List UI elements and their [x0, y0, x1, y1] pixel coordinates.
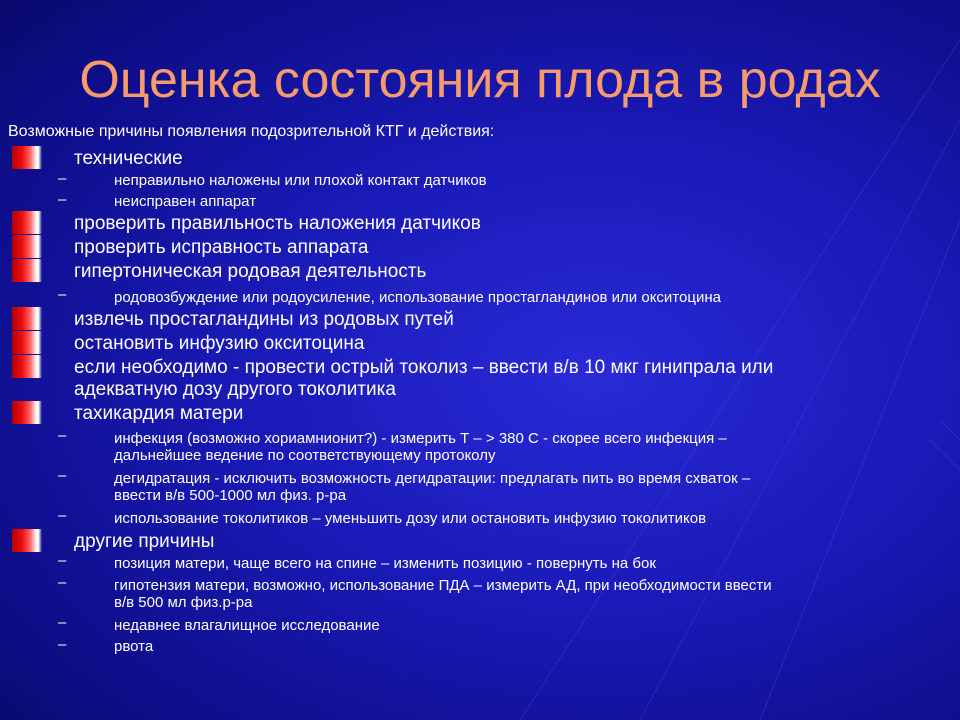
subitem-vomiting: рвота — [114, 638, 154, 655]
dash-marker: – — [58, 552, 67, 569]
list-item-remove-prostaglandins: извлечь простагландины из родовых путей — [74, 309, 454, 330]
list-item-check-sensors: проверить правильность наложения датчиков — [74, 213, 481, 234]
list-item-maternal-tachycardia: тахикардия матери — [74, 403, 244, 424]
dash-marker: – — [58, 286, 67, 303]
dash-marker: – — [58, 170, 67, 187]
dash-marker: – — [58, 191, 67, 208]
bullet-marker — [12, 401, 42, 424]
subitem-labor-induction: родовозбуждение или родоусиление, использование простагландинов или окситоцина — [114, 289, 721, 306]
subitem-dehydration-cont: ввести в/в 500-1000 мл физ. р-ра — [114, 487, 347, 504]
list-item-hypertonic-labor: гипертоническая родовая деятельность — [74, 261, 427, 282]
subitem-device-faulty: неисправен аппарат — [114, 193, 257, 210]
subitem-infection-cont: дальнейшее ведение по соответствующему протоколу — [114, 447, 496, 464]
intro-text: Возможные причины появления подозрительной КТГ и действия: — [8, 123, 495, 140]
bullet-marker — [12, 307, 42, 330]
subitem-bad-sensor-contact: неправильно наложены или плохой контакт датчиков — [114, 172, 487, 189]
subitem-hypotension-cont: в/в 500 мл физ.р-ра — [114, 594, 253, 611]
bullet-marker — [12, 355, 42, 378]
list-item-stop-oxytocin: остановить инфузию окситоцина — [74, 333, 365, 354]
dash-marker: – — [58, 614, 67, 631]
bullet-marker — [12, 259, 42, 282]
subitem-tocolytics: использование токолитиков – уменьшить дозу или остановить инфузию токолитиков — [114, 510, 707, 527]
list-item-other-causes: другие причины — [74, 531, 215, 552]
dash-marker: – — [58, 574, 67, 591]
list-item-check-device: проверить исправность аппарата — [74, 237, 369, 258]
bullet-marker — [12, 529, 42, 552]
bullet-marker — [12, 235, 42, 258]
subitem-vaginal-exam: недавнее влагалищное исследование — [114, 617, 380, 634]
subitem-hypotension: гипотензия матери, возможно, использование ПДА – измерить АД, при необходимости ввести — [114, 577, 772, 594]
slide-title: Оценка состояния плода в родах — [79, 51, 881, 109]
subitem-infection: инфекция (возможно хориамнионит?) - измерить Т – > 380 С - скорее всего инфекция – — [114, 430, 727, 447]
list-item-technical: технические — [74, 148, 183, 169]
subitem-dehydration: дегидратация - исключить возможность дегидратации: предлагать пить во время схваток – — [114, 470, 751, 487]
subitem-maternal-position: позиция матери, чаще всего на спине – изменить позицию - повернуть на бок — [114, 555, 656, 572]
dash-marker: – — [58, 507, 67, 524]
dash-marker: – — [58, 467, 67, 484]
list-item-tocolysis-cont: адекватную дозу другого токолитика — [74, 379, 396, 400]
dash-marker: – — [58, 427, 67, 444]
list-item-tocolysis: если необходимо - провести острый токолиз – ввести в/в 10 мкг гинипрала или — [74, 357, 774, 378]
bullet-marker — [12, 146, 42, 169]
bullet-marker — [12, 211, 42, 234]
bullet-marker — [12, 331, 42, 354]
dash-marker: – — [58, 636, 67, 653]
